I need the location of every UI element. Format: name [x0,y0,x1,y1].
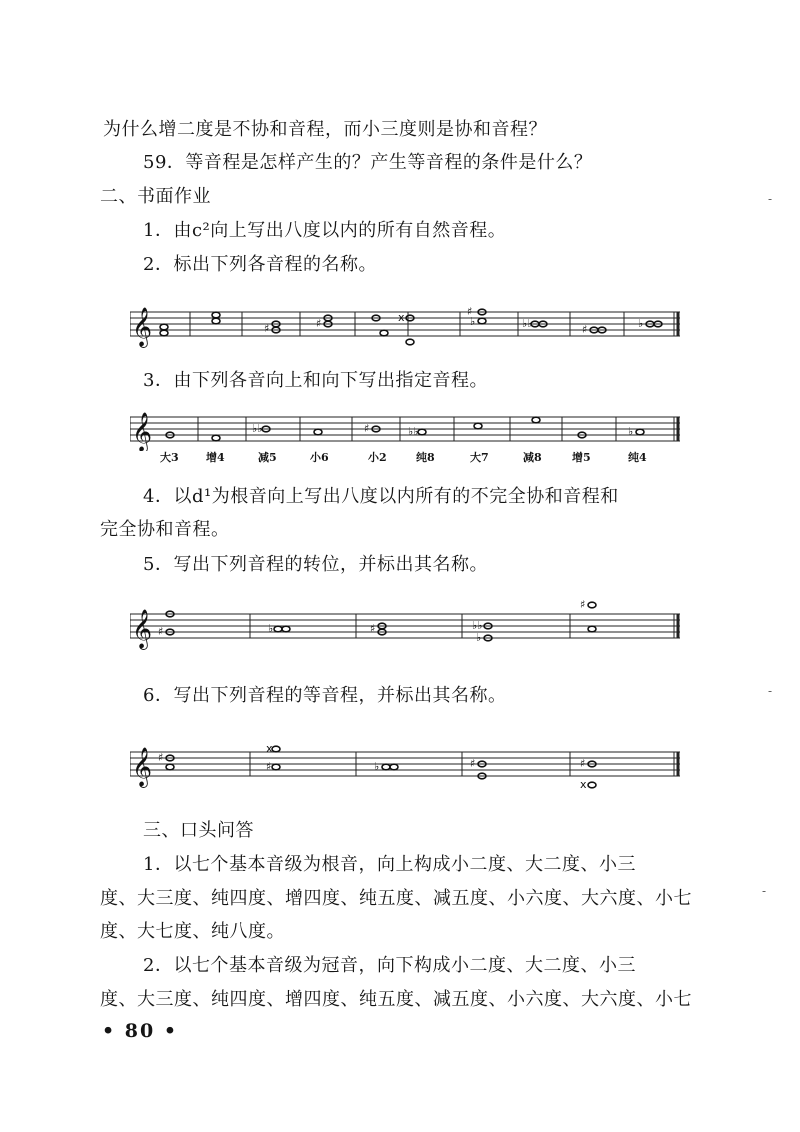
svg-text:♯: ♯ [467,305,473,318]
exercise-4-line-2: 完全协和音程。 [100,519,230,540]
ex3-label: 大3 [160,451,179,464]
ex3-label: 增5 [572,451,591,464]
svg-text:♯: ♯ [264,322,270,335]
svg-text:♯: ♯ [582,323,588,336]
svg-text:♭♭: ♭♭ [472,619,483,632]
svg-text:♭: ♭ [374,760,380,773]
exercise-3: 3．由下列各音向上和向下写出指定音程。 [143,370,488,391]
exercise-3-staff [130,405,680,455]
section-3-heading: 三、口头问答 [143,820,254,841]
svg-text:x: x [266,742,273,755]
svg-text:♯: ♯ [580,757,586,770]
ex3-label: 大7 [470,451,489,464]
oral-1-line-1: 1．以七个基本音级为根音，向上构成小二度、大二度、小三 [143,854,636,875]
svg-text:♯: ♯ [158,625,164,638]
svg-text:♯: ♯ [266,760,272,773]
page-number: • 80 • [102,1020,178,1042]
question-59: 59．等音程是怎样产生的？产生等音程的条件是什么？ [143,152,593,173]
treble-clef-icon: 𝄞 [132,412,153,451]
section-2-heading: 二、书面作业 [100,186,211,207]
svg-text:x: x [580,778,587,790]
ex6-staff-svg [130,738,680,790]
svg-text:♭: ♭ [476,631,482,644]
svg-text:♯: ♯ [364,422,370,435]
svg-text:♭♭: ♭♭ [408,425,419,438]
exercise-5-staff [130,600,680,650]
exercise-6-staff [130,738,680,788]
svg-text:x: x [398,311,405,324]
question-58-tail: 为什么增二度是不协和音程，而小三度则是协和音程？ [103,119,547,140]
svg-text:♭: ♭ [470,315,476,328]
svg-text:♭♭: ♭♭ [252,422,263,435]
svg-text:♭♭: ♭♭ [522,317,533,330]
oral-1-line-3: 度、大七度、纯八度。 [100,921,285,942]
oral-1-line-2: 度、大三度、纯四度、增四度、纯五度、减五度、小六度、大六度、小七 [100,888,692,909]
ex3-label: 减8 [523,451,542,464]
ex3-staff-svg [130,405,680,451]
ex2-staff-svg [130,300,680,350]
ex3-label: 纯4 [628,451,647,464]
svg-text:♭: ♭ [628,425,634,438]
ex3-label: 减5 [258,451,277,464]
oral-2-line-1: 2．以七个基本音级为冠音，向下构成小二度、大二度、小三 [143,955,636,976]
exercise-2-staff [130,300,680,350]
treble-clef-icon: 𝄞 [132,609,153,649]
ex5-staff-svg [130,600,680,650]
ex3-label: 增4 [206,451,225,464]
exercise-6: 6．写出下列音程的等音程，并标出其名称。 [143,685,507,706]
treble-clef-icon: 𝄞 [132,747,153,787]
svg-text:♭: ♭ [268,622,274,635]
svg-text:♯: ♯ [470,757,476,770]
ex3-label: 小2 [368,451,387,464]
svg-text:♯: ♯ [580,600,586,611]
ex3-label: 小6 [310,451,329,464]
svg-text:♯: ♯ [158,751,164,764]
svg-text:♯: ♯ [370,622,376,635]
exercise-1: 1．由c²向上写出八度以内的所有自然音程。 [143,220,507,241]
ex3-label: 纯8 [416,451,435,464]
treble-clef-icon: 𝄞 [132,307,153,347]
exercise-5: 5．写出下列音程的转位，并标出其名称。 [143,554,488,575]
svg-text:♭: ♭ [638,317,644,330]
oral-2-line-2: 度、大三度、纯四度、增四度、纯五度、减五度、小六度、大六度、小七 [100,989,692,1010]
exercise-4-line-1: 4．以d¹为根音向上写出八度以内所有的不完全协和音程和 [143,486,619,507]
svg-text:♯: ♯ [316,317,322,330]
exercise-2: 2．标出下列各音程的名称。 [143,254,377,275]
